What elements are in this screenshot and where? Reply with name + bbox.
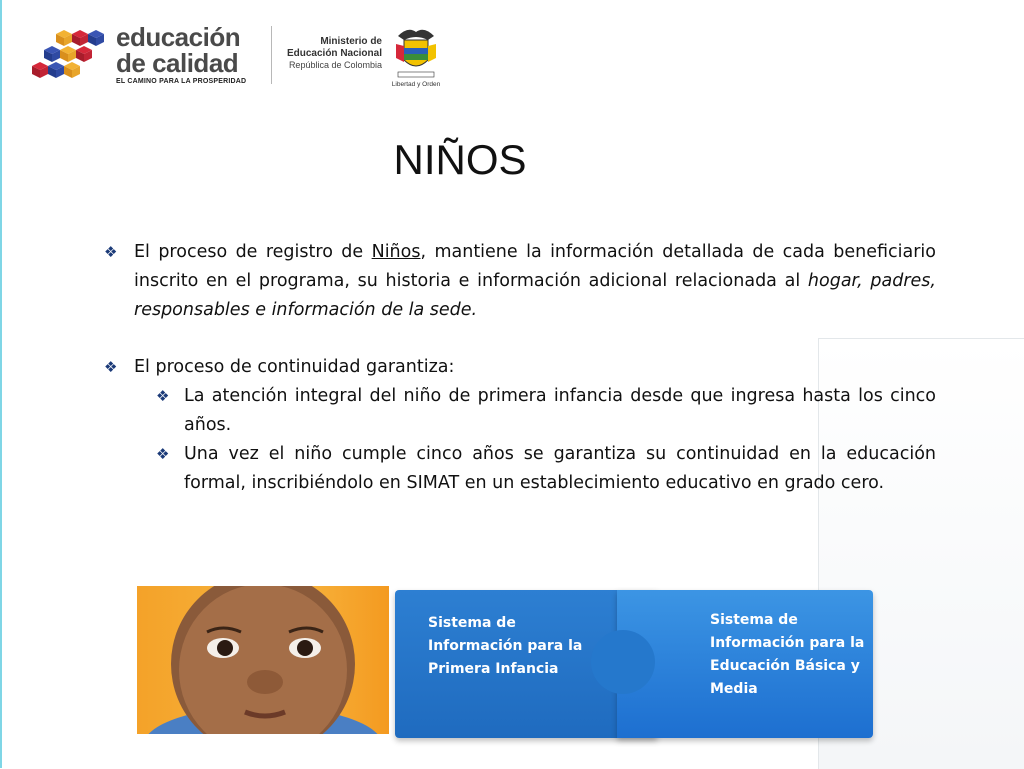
educacion-de-calidad-logo xyxy=(32,24,262,88)
sub1-text: La atención integral del niño de primera infancia desde que ingresa hasta los cinco años. xyxy=(184,386,936,435)
bullet-continuidad xyxy=(104,353,936,382)
diamond-bullet-icon: ❖ xyxy=(104,243,118,261)
ministry-line1: Ministerio de xyxy=(320,36,382,47)
puzzle-graphic xyxy=(395,590,873,738)
slide-body xyxy=(104,238,936,498)
diamond-bullet-icon: ❖ xyxy=(156,387,170,405)
child-photo xyxy=(137,586,389,734)
puzzle-left-label: Sistema de Información para la Primera Infancia xyxy=(428,615,583,677)
crest-motto: Libertad y Orden xyxy=(391,81,441,88)
header-divider xyxy=(271,26,272,84)
logo-tagline: EL CAMINO PARA LA PROSPERIDAD xyxy=(116,78,247,85)
b2-text: El proceso de continuidad garantiza: xyxy=(134,357,455,377)
diamond-bullet-icon: ❖ xyxy=(156,445,170,463)
logo-line2: de calidad xyxy=(116,48,239,78)
child-face-illustration xyxy=(137,586,389,734)
ministry-line2: Educación Nacional xyxy=(286,48,382,59)
slide-edge-line xyxy=(0,0,2,768)
b1-pre: El proceso de registro de xyxy=(134,242,372,262)
sub-bullet-simat xyxy=(104,440,936,498)
ministry-label xyxy=(282,36,382,71)
b1-italic: hogar, padres, responsables e información de la sede. xyxy=(134,271,936,320)
ninos-link[interactable]: Niños xyxy=(371,242,421,262)
colombia-coat-of-arms-icon xyxy=(388,22,444,92)
sub-bullet-atencion xyxy=(104,382,936,440)
puzzle-right-label: Sistema de Información para la Educación Básica y Media xyxy=(710,612,865,697)
colored-cubes-icon xyxy=(32,30,112,86)
diamond-bullet-icon: ❖ xyxy=(104,358,118,376)
logo-line1: educación xyxy=(116,22,241,52)
slide-title: NIÑOS xyxy=(393,136,527,183)
logo-wordmark xyxy=(116,24,246,85)
spacer xyxy=(104,325,936,353)
b1-mid: , mantiene la información detallada de cada beneficiario inscrito en el programa, su historia e información adicional relacionada al xyxy=(134,242,936,291)
sub2-text: Una vez el niño cumple cinco años se garantiza su continuidad en la educación formal, inscribiéndolo en SIMAT en un establecimiento educativo en grado cero. xyxy=(184,444,936,493)
ministry-line3: República de Colombia xyxy=(288,60,382,70)
bullet-registro xyxy=(104,238,936,325)
